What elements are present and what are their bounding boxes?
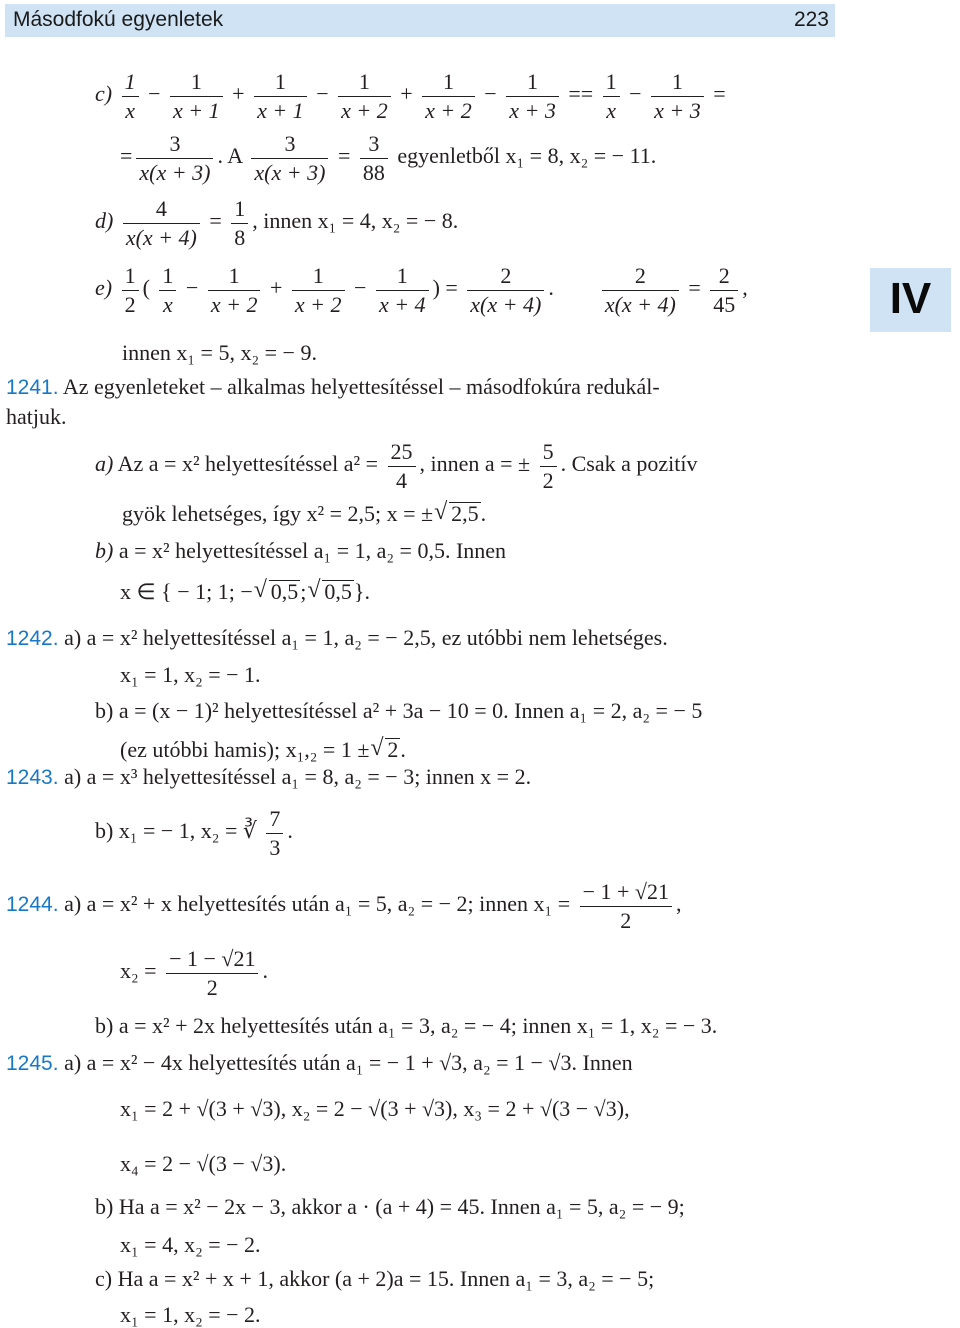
p1245-line-7: x₁ = 1, x₂ = − 2. bbox=[120, 1302, 261, 1327]
c-frac-2: $\frac{1}{x + 1}$ bbox=[170, 68, 223, 124]
e-frac-7: $\frac{2}{45}$ bbox=[710, 262, 738, 318]
p1245-line-2: x₁ = 2 + √(3 + √3), x₂ = 2 − √(3 + √3), x₃ = 2 + √(3 − √3), bbox=[120, 1096, 630, 1121]
p1242-line-4: (ez utóbbi hamis); x₁,₂ = 1 ±√ 2. bbox=[120, 738, 406, 761]
p1245-line-1: 1245. a) a = x² − 4x helyettesítés után a₁ = − 1 + √3, a₂ = 1 − √3. Innen bbox=[6, 1050, 633, 1075]
problem-number-1245: 1245. bbox=[6, 1052, 59, 1075]
c-frac-5: $\frac{1}{x + 2}$ bbox=[422, 68, 475, 124]
p1244-a-frac-2: $\frac{- 1 - √21}{2}$ bbox=[166, 945, 258, 1001]
e-frac-2: $\frac{1}{x + 2}$ bbox=[208, 262, 261, 318]
e-frac-6: $\frac{2}{x(x + 4)}$ bbox=[602, 262, 679, 318]
c-frac-1: $\frac{1}{x}$ bbox=[122, 68, 139, 124]
problem-number-1243: 1243. bbox=[6, 766, 59, 789]
problem-number-1244: 1244. bbox=[6, 893, 59, 917]
c-result: egyenletből x₁ = 8, x₂ = − 11. bbox=[397, 143, 657, 169]
p1245-line-6: c) Ha a = x² + x + 1, akkor (a + 2)a = 15. Innen a₁ = 3, a₂ = − 5; bbox=[95, 1266, 655, 1291]
p1245-line-3: x₄ = 2 − √(3 − √3). bbox=[120, 1151, 287, 1176]
p1245-line-5: x₁ = 4, x₂ = − 2. bbox=[120, 1232, 261, 1257]
chapter-title: Másodfokú egyenletek bbox=[13, 8, 224, 31]
problem-number-1241: 1241. bbox=[6, 376, 59, 399]
e-frac-3: $\frac{1}{x + 2}$ bbox=[292, 262, 345, 318]
c-frac-4: $\frac{1}{x + 2}$ bbox=[338, 68, 391, 124]
page-number: 223 bbox=[793, 8, 829, 31]
c-frac-6: $\frac{1}{x + 3}$ bbox=[506, 68, 559, 124]
c-frac-11: $\frac{3}{88}$ bbox=[360, 130, 388, 186]
p1241-line-2: hatjuk. bbox=[6, 404, 67, 429]
p1242-line-1: 1242. a) a = x² helyettesítéssel a₁ = 1, a₂ = − 2,5, ez utóbbi nem lehetséges. bbox=[6, 625, 668, 650]
c-frac-9: $\frac{3}{x(x + 3)}$ bbox=[136, 130, 213, 186]
e-line-2: innen x₁ = 5, x₂ = − 9. bbox=[122, 340, 317, 365]
p1245-line-4: b) Ha a = x² − 2x − 3, akkor a · (a + 4) = 45. Innen a₁ = 5, a₂ = − 9; bbox=[95, 1194, 685, 1219]
p1243-b-frac: $\frac{7}{3}$ bbox=[266, 805, 283, 861]
p1244-a-frac-1: $\frac{- 1 + √21}{2}$ bbox=[580, 878, 672, 934]
c-frac-3: $\frac{1}{x + 1}$ bbox=[254, 68, 307, 124]
c-frac-7: $\frac{1}{x}$ bbox=[603, 68, 620, 124]
p1241-a-frac-1: $\frac{25}{4}$ bbox=[388, 438, 416, 494]
p1242-line-3: b) a = (x − 1)² helyettesítéssel a² + 3a − 10 = 0. Innen a₁ = 2, a₂ = − 5 bbox=[95, 698, 703, 723]
c-label: c) bbox=[95, 81, 113, 107]
d-line: d) $\frac{4}{x(x + 4)}$ = $\frac{1}{8}$ , innen x₁ = 4, x₂ = − 8. bbox=[95, 196, 459, 250]
p1244-line-1: 1244. a) a = x² + x helyettesítés után a₁ = 5, a₂ = − 2; innen x₁ = $\frac{- 1 + √21}{2}$ , bbox=[6, 879, 682, 933]
d-frac-1: $\frac{4}{x(x + 4)}$ bbox=[123, 195, 200, 251]
c-frac-10: $\frac{3}{x(x + 3)}$ bbox=[251, 130, 328, 186]
c-frac-8: $\frac{1}{x + 3}$ bbox=[651, 68, 704, 124]
p1241-b-line-2: x ∈ { − 1; 1; −√ 0,5;√ 0,5}. bbox=[120, 580, 370, 603]
e-line-1: e) $\frac{1}{2}$ ( $\frac{1}{x}$ − $\frac{1}{x + 2}$ + $\frac{1}{x + 2}$ − $\frac{1}{x + 4}$ ) = $\frac{2}{x(x + 4)}$ . $\frac{2}{x(x + 4)}$ = $\frac{2}{45}$ , bbox=[95, 263, 748, 317]
p1243-line-1: 1243. a) a = x³ helyettesítéssel a₁ = 8, a₂ = − 3; innen x = 2. bbox=[6, 764, 532, 789]
problem-number-1242: 1242. bbox=[6, 627, 59, 650]
p1243-line-2: b) x₁ = − 1, x₂ = ∛ $\frac{7}{3}$ . bbox=[95, 806, 293, 860]
c-line-2: = $\frac{3}{x(x + 3)}$ . A $\frac{3}{x(x + 3)}$ = $\frac{3}{88}$ egyenletből x₁ = 8, x₂ = − 11. bbox=[120, 131, 657, 185]
d-frac-2: $\frac{1}{8}$ bbox=[231, 195, 248, 251]
p1244-line-3: b) a = x² + 2x helyettesítés után a₁ = 3, a₂ = − 4; innen x₁ = 1, x₂ = − 3. bbox=[95, 1013, 718, 1038]
e-frac-half: $\frac{1}{2}$ bbox=[122, 262, 139, 318]
chapter-tab-label: IV bbox=[889, 274, 932, 323]
chapter-tab bbox=[870, 268, 951, 332]
p1241-b-line-1: b) a = x² helyettesítéssel a₁ = 1, a₂ = 0,5. Innen bbox=[95, 538, 507, 563]
e-frac-4: $\frac{1}{x + 4}$ bbox=[376, 262, 429, 318]
e-frac-1: $\frac{1}{x}$ bbox=[159, 262, 176, 318]
e-frac-5: $\frac{2}{x(x + 4)}$ bbox=[467, 262, 544, 318]
page-header bbox=[5, 4, 835, 37]
p1242-line-2: x₁ = 1, x₂ = − 1. bbox=[120, 662, 261, 687]
p1241-a-frac-2: $\frac{5}{2}$ bbox=[540, 438, 557, 494]
p1241-a-line-1: a) Az a = x² helyettesítéssel a² = $\frac{25}{4}$ , innen a = ± $\frac{5}{2}$ . Csak a pozitív bbox=[95, 439, 698, 493]
p1241-a-line-2: gyök lehetséges, így x² = 2,5; x = ±√ 2,5. bbox=[122, 502, 486, 525]
p1241-line-1: 1241. Az egyenleteket – alkalmas helyettesítéssel – másodfokúra redukál- bbox=[6, 374, 660, 399]
p1244-line-2: x₂ = $\frac{- 1 - √21}{2}$ . bbox=[120, 946, 268, 1000]
c-line-1: c) $\frac{1}{x}$ − $\frac{1}{x + 1}$ + $\frac{1}{x + 1}$ − $\frac{1}{x + 2}$ + $\frac{1}{x + 2}$ − $\frac{1}{x + 3}$ == $\frac{1}{x}$ − $\frac{1}{x + 3}$ = bbox=[95, 69, 726, 123]
